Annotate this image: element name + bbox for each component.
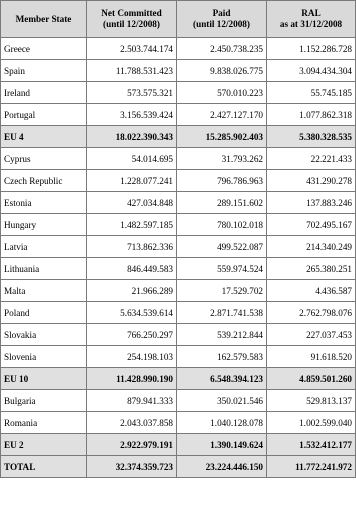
- ral-cell: 91.618.520: [267, 346, 356, 368]
- net-committed-cell: 2.503.744.174: [87, 38, 177, 60]
- member-state-cell: Lithuania: [1, 258, 87, 280]
- paid-cell: 162.579.583: [177, 346, 267, 368]
- paid-cell: 1.390.149.624: [177, 434, 267, 456]
- table-row: [1, 38, 356, 60]
- net-committed-cell: 21.966.289: [87, 280, 177, 302]
- paid-cell: 570.010.223: [177, 82, 267, 104]
- member-state-cell: Portugal: [1, 104, 87, 126]
- net-committed-cell: 713.862.336: [87, 236, 177, 258]
- member-state-cell: Romania: [1, 412, 87, 434]
- ral-cell: 4.436.587: [267, 280, 356, 302]
- net-committed-cell: 3.156.539.424: [87, 104, 177, 126]
- member-state-cell: Spain: [1, 60, 87, 82]
- member-state-cell: Malta: [1, 280, 87, 302]
- ral-cell: 1.152.286.728: [267, 38, 356, 60]
- paid-cell: 2.871.741.538: [177, 302, 267, 324]
- table-row: [1, 324, 356, 346]
- member-state-cell: Greece: [1, 38, 87, 60]
- ral-cell: 1.532.412.177: [267, 434, 356, 456]
- paid-cell: 796.786.963: [177, 170, 267, 192]
- net-committed-cell: 254.198.103: [87, 346, 177, 368]
- net-committed-cell: 18.022.390.343: [87, 126, 177, 148]
- paid-cell: 2.450.738.235: [177, 38, 267, 60]
- paid-cell: 15.285.902.403: [177, 126, 267, 148]
- table-row: [1, 104, 356, 126]
- paid-cell: 1.040.128.078: [177, 412, 267, 434]
- table-row: [1, 82, 356, 104]
- net-committed-cell: 32.374.359.723: [87, 456, 177, 478]
- ral-cell: 2.762.798.076: [267, 302, 356, 324]
- ral-cell: 529.813.137: [267, 390, 356, 412]
- member-state-cell: Cyprus: [1, 148, 87, 170]
- subtotal-row: [1, 368, 356, 390]
- table-row: [1, 236, 356, 258]
- net-committed-cell: 11.428.990.190: [87, 368, 177, 390]
- ral-cell: 5.380.328.535: [267, 126, 356, 148]
- subtotal-row: [1, 434, 356, 456]
- ral-cell: 3.094.434.304: [267, 60, 356, 82]
- member-state-cell: Czech Republic: [1, 170, 87, 192]
- ral-cell: 137.883.246: [267, 192, 356, 214]
- header-ral: RAL as at 31/12/2008: [267, 1, 356, 38]
- paid-cell: 6.548.394.123: [177, 368, 267, 390]
- subtotal-row: [1, 126, 356, 148]
- member-state-cell: Ireland: [1, 82, 87, 104]
- paid-cell: 31.793.262: [177, 148, 267, 170]
- header-member-state: Member State: [1, 1, 87, 38]
- net-committed-cell: 879.941.333: [87, 390, 177, 412]
- paid-cell: 23.224.446.150: [177, 456, 267, 478]
- paid-cell: 559.974.524: [177, 258, 267, 280]
- member-state-cell: EU 4: [1, 126, 87, 148]
- net-committed-cell: 11.788.531.423: [87, 60, 177, 82]
- member-state-cell: Hungary: [1, 214, 87, 236]
- ral-cell: 55.745.185: [267, 82, 356, 104]
- ral-cell: 1.077.862.318: [267, 104, 356, 126]
- net-committed-cell: 1.228.077.241: [87, 170, 177, 192]
- header-net-committed: Net Committed (until 12/2008): [87, 1, 177, 38]
- paid-cell: 17.529.702: [177, 280, 267, 302]
- paid-cell: 289.151.602: [177, 192, 267, 214]
- member-state-cell: EU 10: [1, 368, 87, 390]
- table-row: [1, 346, 356, 368]
- paid-cell: 539.212.844: [177, 324, 267, 346]
- table-row: [1, 148, 356, 170]
- net-committed-cell: 427.034.848: [87, 192, 177, 214]
- net-committed-cell: 1.482.597.185: [87, 214, 177, 236]
- member-state-cell: EU 2: [1, 434, 87, 456]
- ral-cell: 1.002.599.040: [267, 412, 356, 434]
- table-row: [1, 390, 356, 412]
- ral-cell: 11.772.241.972: [267, 456, 356, 478]
- net-committed-cell: 2.922.979.191: [87, 434, 177, 456]
- table-row: [1, 280, 356, 302]
- paid-cell: 2.427.127.170: [177, 104, 267, 126]
- net-committed-cell: 766.250.297: [87, 324, 177, 346]
- net-committed-cell: 5.634.539.614: [87, 302, 177, 324]
- table-row: [1, 60, 356, 82]
- table-row: [1, 192, 356, 214]
- member-state-cell: Poland: [1, 302, 87, 324]
- member-state-cell: Slovenia: [1, 346, 87, 368]
- total-row: [1, 456, 356, 478]
- net-committed-cell: 846.449.583: [87, 258, 177, 280]
- member-state-cell: TOTAL: [1, 456, 87, 478]
- ral-cell: 22.221.433: [267, 148, 356, 170]
- table-row: [1, 302, 356, 324]
- table-row: [1, 258, 356, 280]
- ral-cell: 265.380.251: [267, 258, 356, 280]
- paid-cell: 499.522.087: [177, 236, 267, 258]
- ral-cell: 227.037.453: [267, 324, 356, 346]
- ral-cell: 702.495.167: [267, 214, 356, 236]
- member-state-cell: Latvia: [1, 236, 87, 258]
- header-row: [1, 1, 356, 38]
- ral-cell: 4.859.501.260: [267, 368, 356, 390]
- net-committed-cell: 2.043.037.858: [87, 412, 177, 434]
- ral-cell: 431.290.278: [267, 170, 356, 192]
- member-state-cell: Estonia: [1, 192, 87, 214]
- paid-cell: 350.021.546: [177, 390, 267, 412]
- table-row: [1, 214, 356, 236]
- member-state-cell: Slovakia: [1, 324, 87, 346]
- table-row: [1, 412, 356, 434]
- paid-cell: 9.838.026.775: [177, 60, 267, 82]
- table-row: [1, 170, 356, 192]
- paid-cell: 780.102.018: [177, 214, 267, 236]
- header-paid: Paid (until 12/2008): [177, 1, 267, 38]
- net-committed-cell: 573.575.321: [87, 82, 177, 104]
- member-state-cell: Bulgaria: [1, 390, 87, 412]
- ral-cell: 214.340.249: [267, 236, 356, 258]
- net-committed-cell: 54.014.695: [87, 148, 177, 170]
